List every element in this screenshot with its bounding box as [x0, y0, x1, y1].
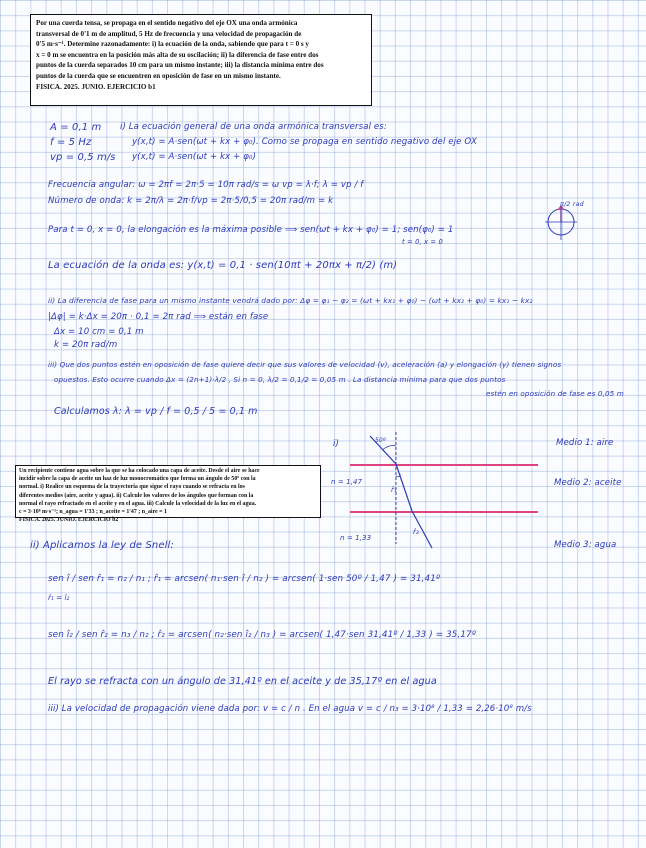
- problem1-line: Por una cuerda tensa, se propaga en el sentido negativo del eje OX una onda armónica: [36, 19, 298, 27]
- wave-iii-line-1: iii) Que dos puntos estén en oposición de fase quiere decir que sus valores de velocidad (v), aceleración (a) y elongación (y) tienen signos: [48, 360, 562, 369]
- phase-angle-label: π/2 rad: [560, 200, 584, 208]
- wave-ii-line-1: ii) La diferencia de fase para un mismo instante vendrá dado por: Δφ = φ₁ − φ₂ = (ωt + kx₁ + φ₀) − (ωt + kx₂ + φ₀) = kx₁ − kx₂: [48, 296, 533, 305]
- light-iii: iii) La velocidad de propagación viene dada por: v = c / n . En el agua v = c / n₃ = 3·10⁸ / 1,33 = 2,26·10⁸ m/s: [48, 704, 532, 714]
- incidence-angle-label: 50º: [375, 437, 386, 444]
- wave-iii-line-3: estén en oposición de fase es 0,05 m: [486, 389, 624, 398]
- problem2-line: Un recipiente contiene agua sobre la que se ha colocado una capa de aceite. Desde el aire se hace: [19, 468, 260, 474]
- wave-lambda: Calculamos λ: λ = vp / f = 0,5 / 5 = 0,1 m: [54, 406, 258, 417]
- n-water-label: n = 1,33: [340, 534, 372, 542]
- refracted-angle-1-label: r̂₁: [391, 486, 397, 494]
- light-result: El rayo se refracta con un ángulo de 31,41º en el aceite y de 35,17º en el agua: [48, 676, 437, 687]
- wave-i-header: i) La ecuación general de una onda armónica transversal es:: [120, 122, 387, 132]
- problem2-line: diferentes medios (aire, aceite y agua). ii) Calcule los valores de los ángulos que forman con la: [19, 492, 254, 499]
- problem2-line: normal. i) Realice un esquema de la trayectoria que sigue el rayo cuando se refracta en los: [19, 484, 245, 491]
- wave-initial-condition: Para t = 0, x = 0, la elongación es la máxima posible ⟹ sen(ωt + kx + φ₀) = 1; sen(φ₀) = 1: [48, 225, 454, 235]
- problem1-line: puntos de la cuerda que se encuentren en oposición de fase en un mismo instante.: [36, 71, 281, 80]
- wave-iii-line-2: opuestos. Esto ocurre cuando Δx = (2n+1)·λ/2 , Si n = 0, λ/2 = 0,1/2 = 0,05 m . La distancia mínima para que dos puntos: [54, 375, 506, 384]
- problem1-line: x = 0 m se encuentra en la posición más alta de su oscilación; ii) la diferencia de fase entre dos: [36, 50, 319, 59]
- snell-law-1: sen î / sen r̂₁ = n₂ / n₁ ; r̂₁ = arcsen( n₁·sen î / n₂ ) = arcsen( 1·sen 50º / 1,47 ) = 31,41º: [48, 574, 441, 584]
- problem2-line: normal el rayo refractado en el aceite y en el agua. iii) Calcule la velocidad de la luz en el agua.: [19, 500, 257, 507]
- wave-ii-line-2: |Δφ| = k·Δx = 20π · 0,1 = 2π rad ⟹ están en fase: [48, 312, 269, 322]
- problem1-source: FISICA. 2025. JUNIO. EJERCICIO b1: [36, 82, 156, 91]
- problem1-line: 0'5 m·s⁻¹. Determine razonadamente: i) la ecuación de la onda, sabiendo que para t = 0 s y: [36, 40, 309, 49]
- wave-i-equation-2: y(x,t) = A·sen(ωt + kx + φ₀): [132, 152, 257, 162]
- light-ii-header: ii) Aplicamos la ley de Snell:: [30, 540, 174, 551]
- wave-initial-condition-sub: t = 0, x = 0: [402, 238, 443, 246]
- wave-final-equation: La ecuación de la onda es: y(x,t) = 0,1 · sen(10πt + 20πx + π/2) (m): [48, 260, 398, 271]
- medium-3-label: Medio 3: agua: [554, 540, 617, 550]
- problem1-line: puntos de la cuerda separados 10 cm para un mismo instante; iii) la distancia mínima entre dos: [36, 61, 324, 70]
- wave-omega: Frecuencia angular: ω = 2πf = 2π·5 = 10π rad/s = ω vp = λ·f; λ = vp / f: [48, 180, 364, 190]
- problem1-line: transversal de 0'1 m de amplitud, 5 Hz de frecuencia y una velocidad de propagación de: [36, 29, 302, 38]
- snell-law-2: sen î₂ / sen r̂₂ = n₃ / n₂ ; r̂₂ = arcsen( n₂·sen î₂ / n₃ ) = arcsen( 1,47·sen 31,41º / 1,33 ) = 35,17º: [48, 630, 477, 640]
- n-oil-label: n = 1,47: [331, 478, 363, 486]
- data-frequency: f = 5 Hz: [50, 137, 92, 148]
- data-velocity: vp = 0,5 m/s: [50, 152, 116, 163]
- medium-2-label: Medio 2: aceite: [554, 478, 622, 488]
- problem2-constants: c = 3·10⁸ m·s⁻¹; n_agua = 1'33 ; n_aceite = 1'47 ; n_aire = 1: [19, 509, 167, 516]
- refracted-angle-2-label: r̂₂: [413, 528, 419, 536]
- problem2-source: FISICA. 2025. JUNIO. EJERCICIO b2: [19, 517, 119, 524]
- medium-1-label: Medio 1: aire: [556, 438, 614, 448]
- wave-i-equation-1: y(x,t) = A·sen(ωt + kx + φ₀). Como se propaga en sentido negativo del eje OX: [132, 137, 477, 147]
- wave-ii-k: k = 20π rad/m: [54, 340, 118, 350]
- wave-ii-dx: Δx = 10 cm = 0,1 m: [54, 327, 144, 337]
- wave-wavenumber: Número de onda: k = 2π/λ = 2π·f/vp = 2π·5/0,5 = 20π rad/m = k: [48, 196, 334, 206]
- problem2-line: incidir sobre la capa de aceite un haz de luz monocromático que forma un ángulo de 50º con la: [19, 476, 256, 483]
- diagram-label: i): [333, 439, 339, 449]
- data-amplitude: A = 0,1 m: [50, 122, 102, 133]
- snell-law-1-note: r̂₁ = î₂: [48, 594, 70, 602]
